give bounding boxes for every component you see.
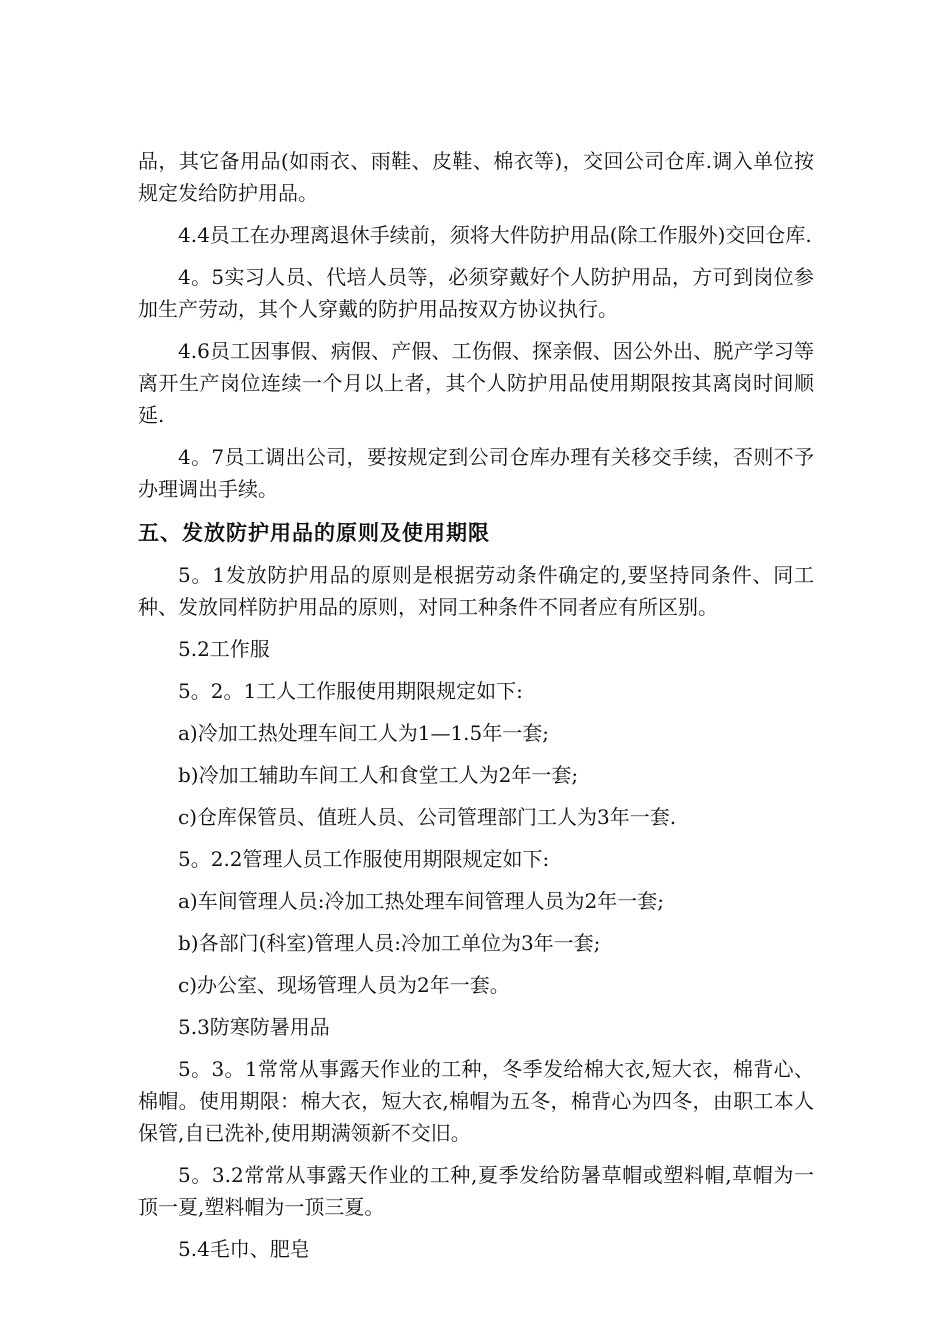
line-5-4: 5.4毛巾、肥皂 <box>178 1237 310 1261</box>
paragraph-continuation: 品，其它备用品(如雨衣、雨鞋、皮鞋、棉衣等)，交回公司仓库.调入单位按规定发给防护用品。 <box>138 149 814 205</box>
list-item-b: b)各部门(科室)管理人员:冷加工单位为3年一套; <box>178 931 601 955</box>
list-item-c: c)仓库保管员、值班人员、公司管理部门工人为3年一套. <box>178 805 677 829</box>
paragraph-4-6: 4.6员工因事假、病假、产假、工伤假、探亲假、因公外出、脱产学习等离开生产岗位连续一个月以上者，其个人防护用品使用期限按其离岗时间顺延. <box>138 339 814 427</box>
paragraph-4-7: 4。7员工调出公司，要按规定到公司仓库办理有关移交手续，否则不予办理调出手续。 <box>138 445 814 501</box>
paragraph-5-1: 5。1发放防护用品的原则是根据劳动条件确定的,要坚持同条件、同工种、发放同样防护用品的原则，对同工种条件不同者应有所区别。 <box>138 563 814 619</box>
list-item-c: c)办公室、现场管理人员为2年一套。 <box>178 973 510 997</box>
paragraph-5-3-2: 5。3.2常常从事露天作业的工种,夏季发给防暑草帽或塑料帽,草帽为一顶一夏,塑料帽为一顶三夏。 <box>138 1163 814 1219</box>
line-5-2-1: 5。2。1工人工作服使用期限规定如下: <box>178 679 523 703</box>
paragraph-4-4: 4.4员工在办理离退休手续前，须将大件防护用品(除工作服外)交回仓库. <box>178 223 812 247</box>
paragraph-5-3-1: 5。3。1常常从事露天作业的工种，冬季发给棉大衣,短大衣，棉背心、棉帽。使用期限：棉大衣，短大衣,棉帽为五冬，棉背心为四冬，由职工本人保管,自已洗补,使用期满领新不交旧。 <box>138 1057 814 1145</box>
list-item-a: a)车间管理人员:冷加工热处理车间管理人员为2年一套; <box>178 889 664 913</box>
line-5-2: 5.2工作服 <box>178 637 270 661</box>
list-item-a: a)冷加工热处理车间工人为1—1.5年一套; <box>178 721 549 745</box>
document-body <box>138 145 814 1275</box>
line-5-2-2: 5。2.2管理人员工作服使用期限规定如下: <box>178 847 550 871</box>
line-5-3: 5.3防寒防暑用品 <box>178 1015 330 1039</box>
paragraph-4-5: 4。5实习人员、代培人员等，必须穿戴好个人防护用品，方可到岗位参加生产劳动，其个人穿戴的防护用品按双方协议执行。 <box>138 265 814 321</box>
section-5-heading: 五、发放防护用品的原则及使用期限 <box>138 521 490 545</box>
list-item-b: b)冷加工辅助车间工人和食堂工人为2年一套; <box>178 763 579 787</box>
